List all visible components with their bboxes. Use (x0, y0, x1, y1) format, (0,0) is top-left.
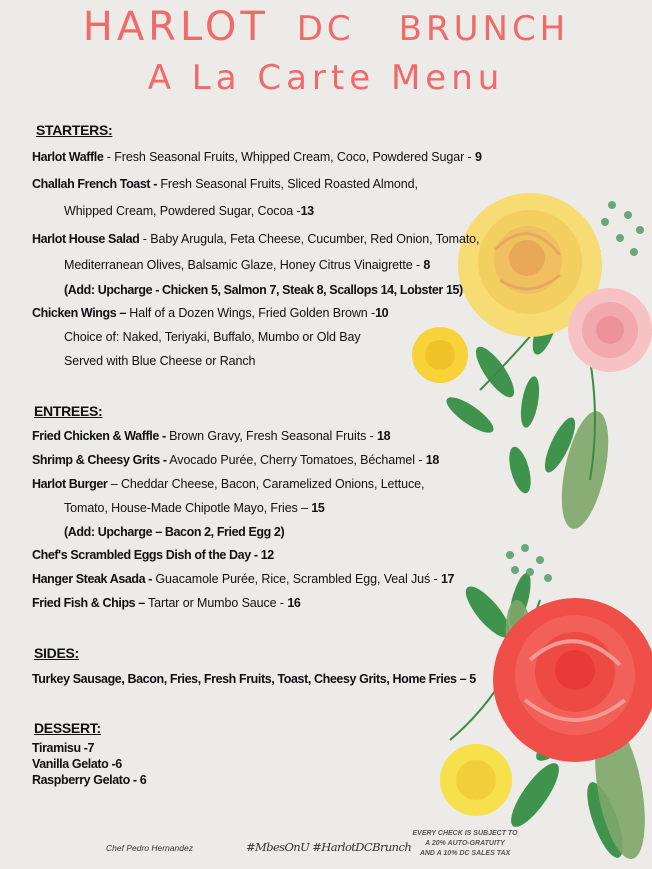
item-harlot-burger-addons (64, 525, 284, 539)
gratuity-note (405, 829, 525, 859)
item-harlot-burger (32, 477, 424, 491)
sides-heading: SIDES: (34, 645, 79, 661)
item-price: 9 (474, 150, 482, 164)
dessert-raspberry-gelato (32, 773, 146, 787)
item-desc: Mediterranean Olives, Balsamic Glaze, Honey Citrus Vinaigrette - (64, 258, 424, 272)
item-harlot-burger-line2 (64, 501, 324, 515)
item-house-salad-line2 (64, 258, 430, 272)
item-challah-french-toast (32, 177, 418, 191)
item-harlot-waffle (32, 150, 482, 164)
item-price: 10 (375, 306, 389, 320)
hashtag: #MbesOnU #HarlotDCBrunch (246, 840, 412, 854)
item-name: Shrimp & Cheesy Grits - (32, 453, 167, 467)
item-desc: Served with Blue Cheese or Ranch (64, 354, 256, 368)
item-fried-chicken-waffle (32, 429, 390, 443)
item-house-salad (32, 232, 479, 246)
item-name: Harlot House Salad (32, 232, 140, 246)
item-hanger-steak (32, 572, 454, 586)
item-desc: Tomato, House-Made Chipotle Mayo, Fries – (64, 501, 312, 515)
addons-text: (Add: Upcharge – Bacon 2, Fried Egg 2) (64, 525, 285, 539)
item-chicken-wings (32, 306, 388, 320)
item-name: Harlot Waffle (32, 150, 104, 164)
item-desc: - Baby Arugula, Feta Cheese, Cucumber, Red Onion, Tomato, (139, 232, 480, 246)
item-desc: - Fresh Seasonal Fruits, Whipped Cream, Coco, Powdered Sugar - (103, 150, 475, 164)
item-chicken-wings-served (64, 354, 255, 368)
item-chefs-scrambled-eggs (32, 548, 274, 562)
item-name: Chef's Scrambled Eggs Dish of the Day - 12 (32, 548, 274, 562)
starters-heading: STARTERS: (36, 122, 113, 138)
entrees-heading: ENTREES: (34, 403, 103, 419)
item-desc: Half of a Dozen Wings, Fried Golden Brown - (125, 306, 376, 320)
item-house-salad-addons (64, 283, 463, 297)
item-name: Vanilla Gelato -6 (32, 757, 122, 771)
item-name: Tiramisu -7 (32, 741, 95, 755)
item-chicken-wings-choice (64, 330, 360, 344)
item-name: Harlot Burger (32, 477, 108, 491)
item-desc: – Cheddar Cheese, Bacon, Caramelized Onions, Lettuce, (107, 477, 425, 491)
item-desc: Guacamole Purée, Rice, Scrambled Egg, Veal Juś - (152, 572, 441, 586)
restaurant-title (0, 4, 652, 50)
item-name: Chicken Wings – (32, 306, 126, 320)
item-desc: Whipped Cream, Powdered Sugar, Cocoa - (64, 204, 301, 218)
item-price: 13 (300, 204, 314, 218)
title-brunch: BRUNCH (398, 9, 570, 49)
gratuity-note-line3: AND A 10% DC SALES TAX (419, 850, 511, 857)
item-desc: Avocado Purée, Cherry Tomatoes, Béchamel - (166, 453, 426, 467)
sides-list (32, 672, 476, 686)
gratuity-note-line1: EVERY CHECK IS SUBJECT TO (412, 830, 518, 837)
item-name: Fried Chicken & Waffle - (32, 429, 166, 443)
item-price: 17 (440, 572, 455, 586)
item-name: Raspberry Gelato - 6 (32, 773, 147, 787)
dessert-tiramisu (32, 741, 94, 755)
item-price: 18 (377, 429, 391, 443)
dessert-heading: DESSERT: (34, 720, 101, 736)
item-desc: Choice of: Naked, Teriyaki, Buffalo, Mumbo or Old Bay (64, 330, 361, 344)
item-price: 15 (311, 501, 325, 515)
title-harlot: HARLOT (82, 4, 269, 50)
item-price: 8 (423, 258, 430, 272)
item-name: Challah French Toast - (32, 177, 158, 191)
item-fried-fish-chips (32, 596, 300, 610)
dessert-vanilla-gelato (32, 757, 122, 771)
addons-text: (Add: Upcharge - Chicken 5, Salmon 7, Steak 8, Scallops 14, Lobster 15) (64, 283, 463, 297)
item-name: Fried Fish & Chips – (32, 596, 145, 610)
item-name: Hanger Steak Asada - (32, 572, 153, 586)
item-challah-line2 (64, 204, 314, 218)
item-desc: Tartar or Mumbo Sauce - (144, 596, 288, 610)
title-dc: DC (296, 9, 355, 49)
menu-subtitle: A La Carte Menu (147, 58, 505, 98)
sides-items: Turkey Sausage, Bacon, Fries, Fresh Fruits, Toast, Cheesy Grits, Home Fries – 5 (32, 672, 476, 686)
item-desc: Brown Gravy, Fresh Seasonal Fruits - (165, 429, 378, 443)
item-desc: Fresh Seasonal Fruits, Sliced Roasted Almond, (157, 177, 418, 191)
item-price: 16 (287, 596, 301, 610)
item-shrimp-grits (32, 453, 439, 467)
chef-credit: Chef Pedro Hernandez (106, 843, 193, 853)
gratuity-note-line2: A 20% AUTO-GRATUITY (425, 840, 505, 847)
item-price: 18 (425, 453, 439, 467)
